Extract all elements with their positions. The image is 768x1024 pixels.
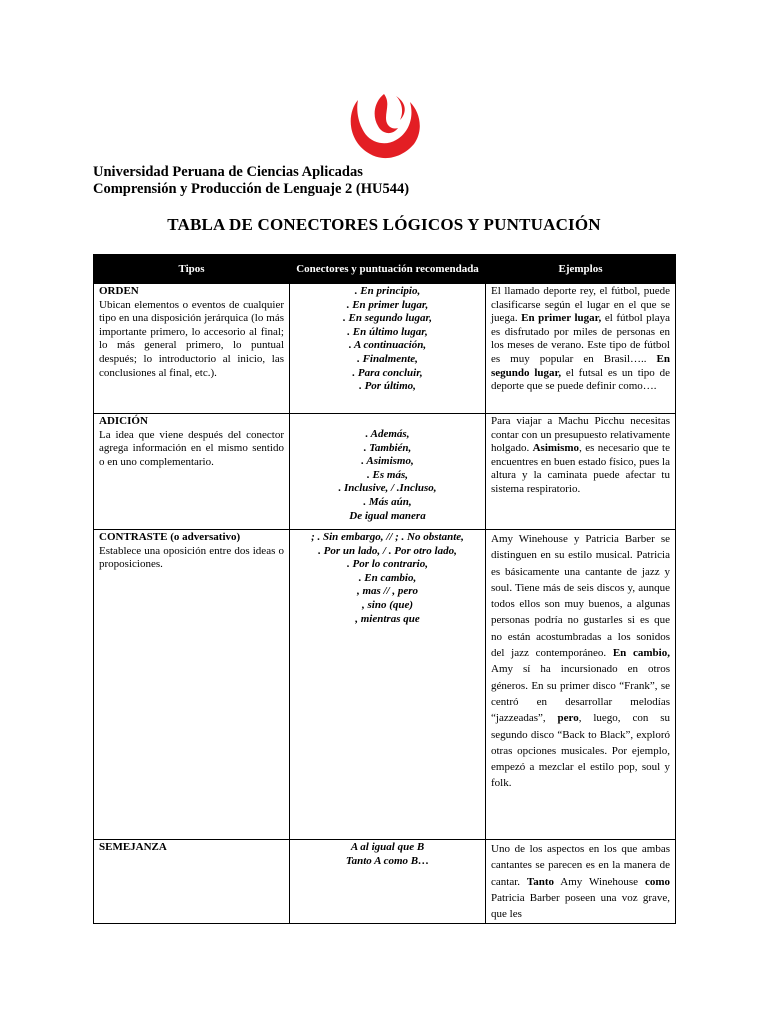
example-text: el fútbol playa es disfrutado por miles de personas en los meses de verano. Este tipo de fútbol es muy popular en Brasil….. <box>491 312 670 365</box>
connector-item: , mientras que <box>355 612 420 625</box>
tipo-cell <box>94 840 290 924</box>
example-connector: Asimismo <box>532 442 580 455</box>
connector-item: , mas // , pero <box>356 585 419 598</box>
connectors-cell <box>290 414 486 530</box>
tipo-name: CONTRASTE (o adversativo) <box>99 531 241 543</box>
example-connector: como <box>644 875 670 888</box>
table-row <box>94 414 676 530</box>
tipo-description: Ubican elementos o eventos de cualquier tipo en una disposición jerárquica (lo más importante primero, lo accesorio al final; lo más general primero, lo puntual después; lo introductorio al inicio, las conclusiones al final, etc.). <box>99 298 284 379</box>
example-text: Uno de los aspectos en los que ambas cantantes se parecen es en la manera de cantar. <box>491 843 670 888</box>
example-text: El llamado deporte rey, el fútbol, puede clasificarse según el lugar en el que se juega. <box>491 285 670 325</box>
table-header-row <box>94 255 676 284</box>
connector-item: . Es más, <box>367 468 408 481</box>
tipo-cell <box>94 530 290 840</box>
example-connector: En segundo lugar, <box>491 352 670 379</box>
example-cell <box>486 530 676 840</box>
example-connector: En primer lugar, <box>521 312 602 325</box>
connector-item: . En primer lugar, <box>346 298 429 311</box>
connector-item: . Por último, <box>359 380 416 393</box>
course-name: Comprensión y Producción de Lenguaje 2 (HU544) <box>93 181 410 197</box>
connector-item: . También, <box>363 441 412 454</box>
example-connector: Tanto <box>526 875 555 888</box>
example-cell <box>486 840 676 924</box>
document-header <box>93 164 409 198</box>
connector-item: . En principio, <box>354 285 421 297</box>
example-connector: pero <box>557 712 579 725</box>
upc-logo <box>344 92 424 160</box>
column-header-conectores: Conectores y puntuación recomendada <box>290 255 486 284</box>
connector-item: ; . Sin embargo, // ; . No obstante, <box>311 531 464 543</box>
connector-item: . Finalmente, <box>357 352 418 365</box>
example-connector: En cambio, <box>612 647 670 660</box>
example-text: , luego, con su segundo disco “Back to Black”, exploró otras opciones musicales. Por ejemplo, empezó a mezclar el estilo pop, soul y folk. <box>491 712 670 790</box>
university-name: Universidad Peruana de Ciencias Aplicadas <box>93 164 363 180</box>
connector-item: . Más aún, <box>363 495 412 508</box>
connectors-cell <box>290 284 486 414</box>
example-text: Amy Winehouse <box>554 875 645 888</box>
tipo-description: Establece una oposición entre dos ideas o proposiciones. <box>99 544 284 571</box>
table-row <box>94 840 676 924</box>
example-cell <box>486 414 676 530</box>
connector-item: . Por un lado, / . Por otro lado, <box>318 544 457 557</box>
connectors-cell <box>290 530 486 840</box>
connector-item: . Asimismo, <box>361 455 414 468</box>
tipo-name: SEMEJANZA <box>99 841 167 853</box>
example-text: el futsal es un tipo de deporte que se puede definir como…. <box>491 366 670 393</box>
connector-item: A al igual que B <box>350 841 425 853</box>
tipo-cell <box>94 414 290 530</box>
column-header-ejemplos: Ejemplos <box>486 255 676 284</box>
connector-item: . Para concluir, <box>352 366 423 379</box>
example-text: Para viajar a Machu Picchu necesitas contar con un presupuesto relativamente holgado. <box>491 415 670 455</box>
connector-item: . En segundo lugar, <box>343 312 432 325</box>
tipo-name: ADICIÓN <box>99 415 148 427</box>
connectors-table <box>93 254 676 924</box>
connector-item: . En cambio, <box>358 571 417 584</box>
tipo-cell <box>94 284 290 414</box>
connector-item: . Por lo contrario, <box>347 558 428 571</box>
connector-item: . En último lugar, <box>347 325 428 338</box>
connector-item: Tanto A como B… <box>345 854 430 867</box>
example-cell <box>486 284 676 414</box>
table-row <box>94 284 676 414</box>
example-text: , es necesario que te encuentres en buen estado físico, pues la altura y la caminata puede afectar tu sistema respiratorio. <box>491 442 670 495</box>
connector-item: . A continuación, <box>348 339 427 352</box>
example-text: Amy sí ha incursionado en otros géneros. En su primer disco “Frank”, se centró en desarrollar melodías “jazzeadas”, <box>491 663 670 725</box>
connector-item: , sino (que) <box>361 598 414 611</box>
connectors-cell <box>290 840 486 924</box>
page-title: TABLA DE CONECTORES LÓGICOS Y PUNTUACIÓN <box>167 215 601 234</box>
example-text: Patricia Barber poseen una voz grave, que les <box>491 891 670 921</box>
connector-item: De igual manera <box>349 509 426 522</box>
connector-item: . Inclusive, / .Incluso, <box>338 482 437 495</box>
tipo-description: La idea que viene después del conector agrega información en el mismo sentido o en uno complementario. <box>99 428 284 468</box>
column-header-tipos: Tipos <box>94 255 290 284</box>
tipo-name: ORDEN <box>99 285 139 297</box>
connector-item: . Además, <box>365 428 410 440</box>
example-text: Amy Winehouse y Patricia Barber se distinguen en su estilo musical. Patricia es básicamente una cantante de jazz y soul. Tiene más de seis discos y, aunque todos ellos son muy buenos, a algunas personas podría no gustarles si es que no están acostumbradas a los sonidos del jazz contemporáneo. <box>491 533 670 660</box>
table-row <box>94 530 676 840</box>
